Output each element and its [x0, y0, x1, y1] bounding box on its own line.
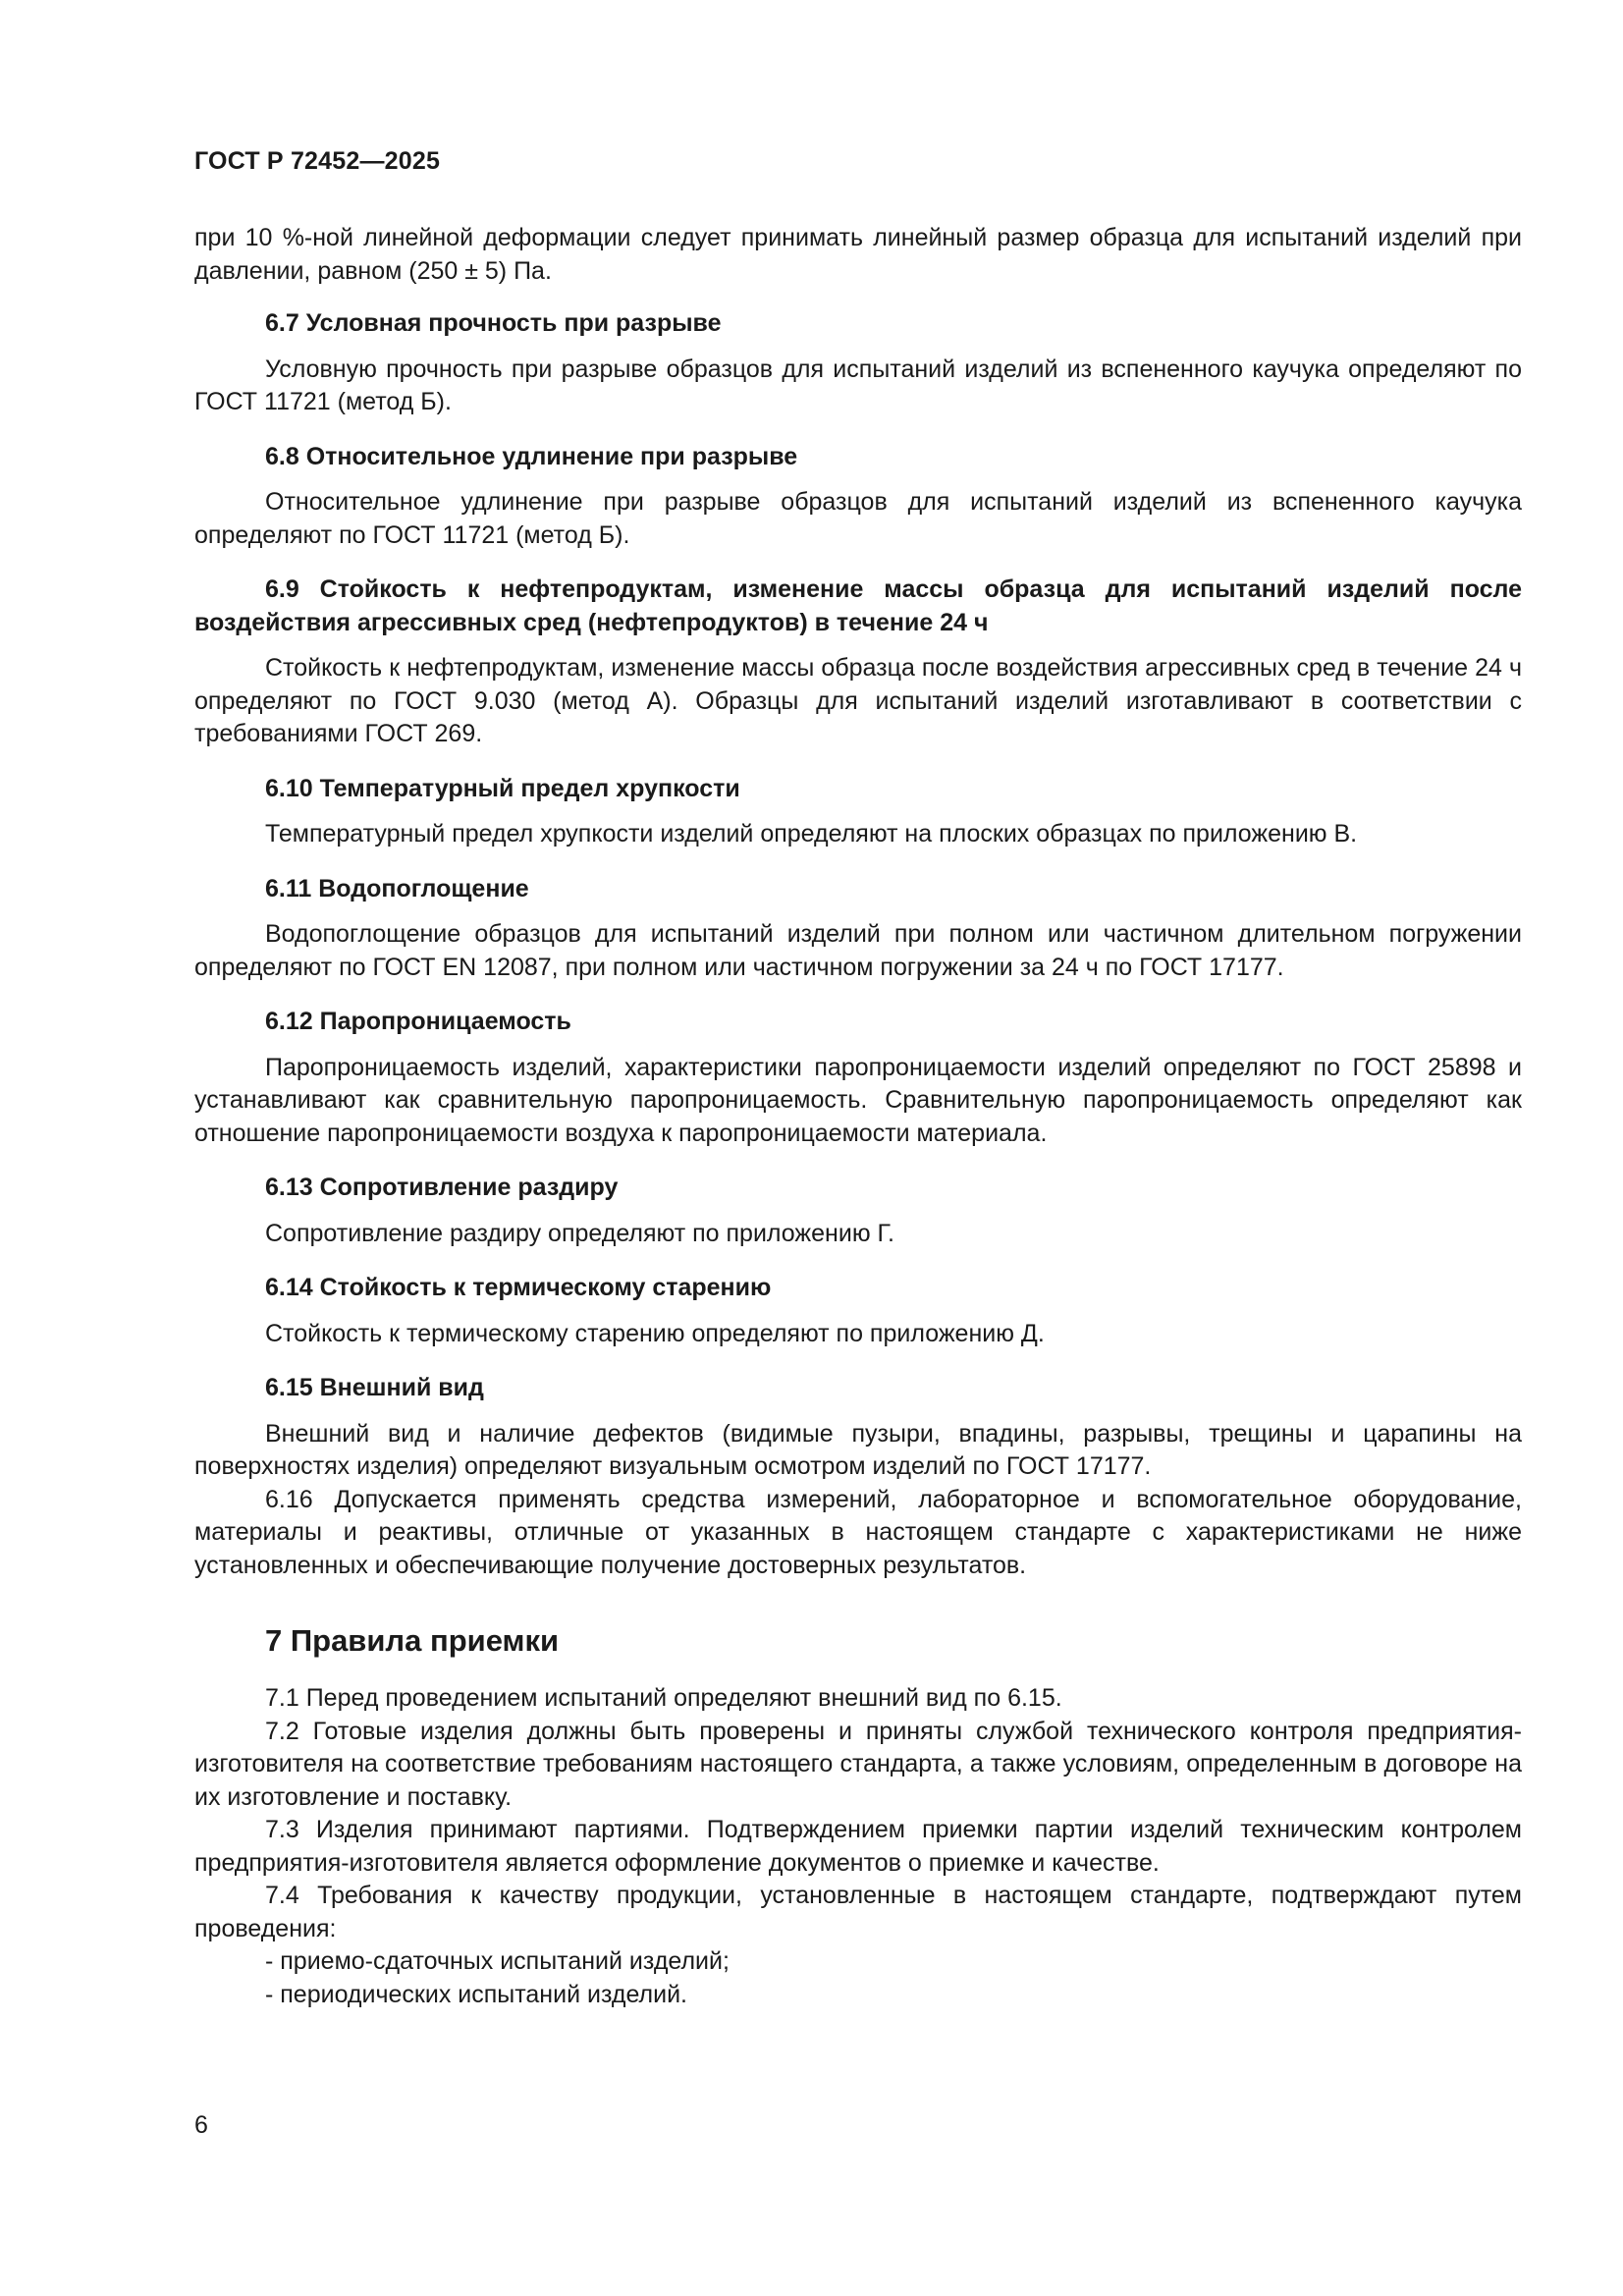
section-paragraph: Паропроницаемость изделий, характеристики паропроницаемости изделий определяют по ГОСТ 25898 и устанавливают как сравнительную паропроницаемость. Сравнительную паропроницаемость определяют как отношение паропроницаемости воздуха к паропроницаемости материала. — [194, 1053, 1522, 1147]
section-heading: 6.13 Сопротивление раздиру — [265, 1174, 619, 1201]
section-6-13 — [194, 1172, 1522, 1250]
chapter-7-acceptance-rules — [194, 1623, 1522, 2011]
section-heading: 6.12 Паропроницаемость — [265, 1008, 571, 1035]
page-number: 6 — [194, 2111, 208, 2139]
list-item: - периодических испытаний изделий. — [265, 1980, 687, 2008]
section-paragraph: Водопоглощение образцов для испытаний изделий при полном или частичном длительном погружении определяют по ГОСТ EN 12087, при полном или частичном погружении за 24 ч по ГОСТ 17177. — [194, 920, 1522, 981]
chapter-heading: 7 Правила приемки — [265, 1623, 560, 1658]
clause-paragraph: 7.2 Готовые изделия должны быть проверены и приняты службой технического контроля предприятия-изготовителя на соответствие требованиям настоящего стандарта, а также условиям, определенным в договоре на их изготовление и поставку. — [194, 1717, 1522, 1811]
clause-paragraph: 7.3 Изделия принимают партиями. Подтверждением приемки партии изделий техническим контролем предприятия-изготовителя является оформление документов о приемке и качестве. — [194, 1816, 1522, 1877]
section-6-15 — [194, 1372, 1522, 1582]
section-6-11 — [194, 873, 1522, 985]
section-6-14 — [194, 1272, 1522, 1350]
section-6-12 — [194, 1006, 1522, 1150]
clause-6-16-paragraph: 6.16 Допускается применять средства измерений, лабораторное и вспомогательное оборудование, материалы и реактивы, отличные от указанных в настоящем стандарте с характеристиками не ниже установленных и обеспечивающие получение достоверных результатов. — [194, 1485, 1522, 1579]
section-6-8 — [194, 441, 1522, 553]
section-heading: 6.11 Водопоглощение — [265, 874, 529, 902]
section-6-10 — [194, 773, 1522, 851]
clause-paragraph: 7.4 Требования к качеству продукции, установленные в настоящем стандарте, подтверждают путем проведения: — [194, 1882, 1522, 1942]
document-page — [194, 0, 1522, 2296]
section-heading: 6.15 Внешний вид — [265, 1374, 484, 1401]
section-paragraph: Внешний вид и наличие дефектов (видимые пузыри, впадины, разрывы, трещины и царапины на поверхностях изделия) определяют визуальным осмотром изделий по ГОСТ 17177. — [194, 1419, 1522, 1480]
section-heading: 6.7 Условная прочность при разрыве — [265, 309, 722, 337]
section-paragraph: Стойкость к термическому старению определяют по приложению Д. — [265, 1319, 1045, 1347]
section-paragraph: Температурный предел хрупкости изделий определяют на плоских образцах по приложению В. — [265, 820, 1358, 847]
section-paragraph: Сопротивление раздиру определяют по приложению Г. — [265, 1219, 894, 1247]
clause-paragraph: 7.1 Перед проведением испытаний определяют внешний вид по 6.15. — [265, 1684, 1062, 1712]
list-item: - приемо-сдаточных испытаний изделий; — [265, 1947, 730, 1975]
section-6-9 — [194, 574, 1522, 751]
section-paragraph: Стойкость к нефтепродуктам, изменение массы образца после воздействия агрессивных сред в течение 24 ч определяют по ГОСТ 9.030 (метод А). Образцы для испытаний изделий изготавливают в соответствии с требованиями ГОСТ 269. — [194, 654, 1522, 747]
intro-paragraph: при 10 %-ной линейной деформации следует принимать линейный размер образца для испытаний изделий при давлении, равном (250 ± 5) Па. — [194, 224, 1522, 285]
section-paragraph: Относительное удлинение при разрыве образцов для испытаний изделий из вспененного каучука определяют по ГОСТ 11721 (метод Б). — [194, 488, 1522, 549]
section-6-7 — [194, 307, 1522, 419]
section-paragraph: Условную прочность при разрыве образцов для испытаний изделий из вспененного каучука определяют по ГОСТ 11721 (метод Б). — [194, 355, 1522, 415]
document-code-header: ГОСТ Р 72452—2025 — [194, 147, 441, 175]
section-heading: 6.8 Относительное удлинение при разрыве — [265, 442, 798, 470]
section-heading: 6.9 Стойкость к нефтепродуктам, изменение массы образца для испытаний изделий после воздействия агрессивных сред (нефтепродуктов) в течение 24 ч — [194, 575, 1522, 636]
section-heading: 6.10 Температурный предел хрупкости — [265, 774, 740, 802]
document-body — [194, 222, 1522, 2011]
section-heading: 6.14 Стойкость к термическому старению — [265, 1274, 772, 1301]
